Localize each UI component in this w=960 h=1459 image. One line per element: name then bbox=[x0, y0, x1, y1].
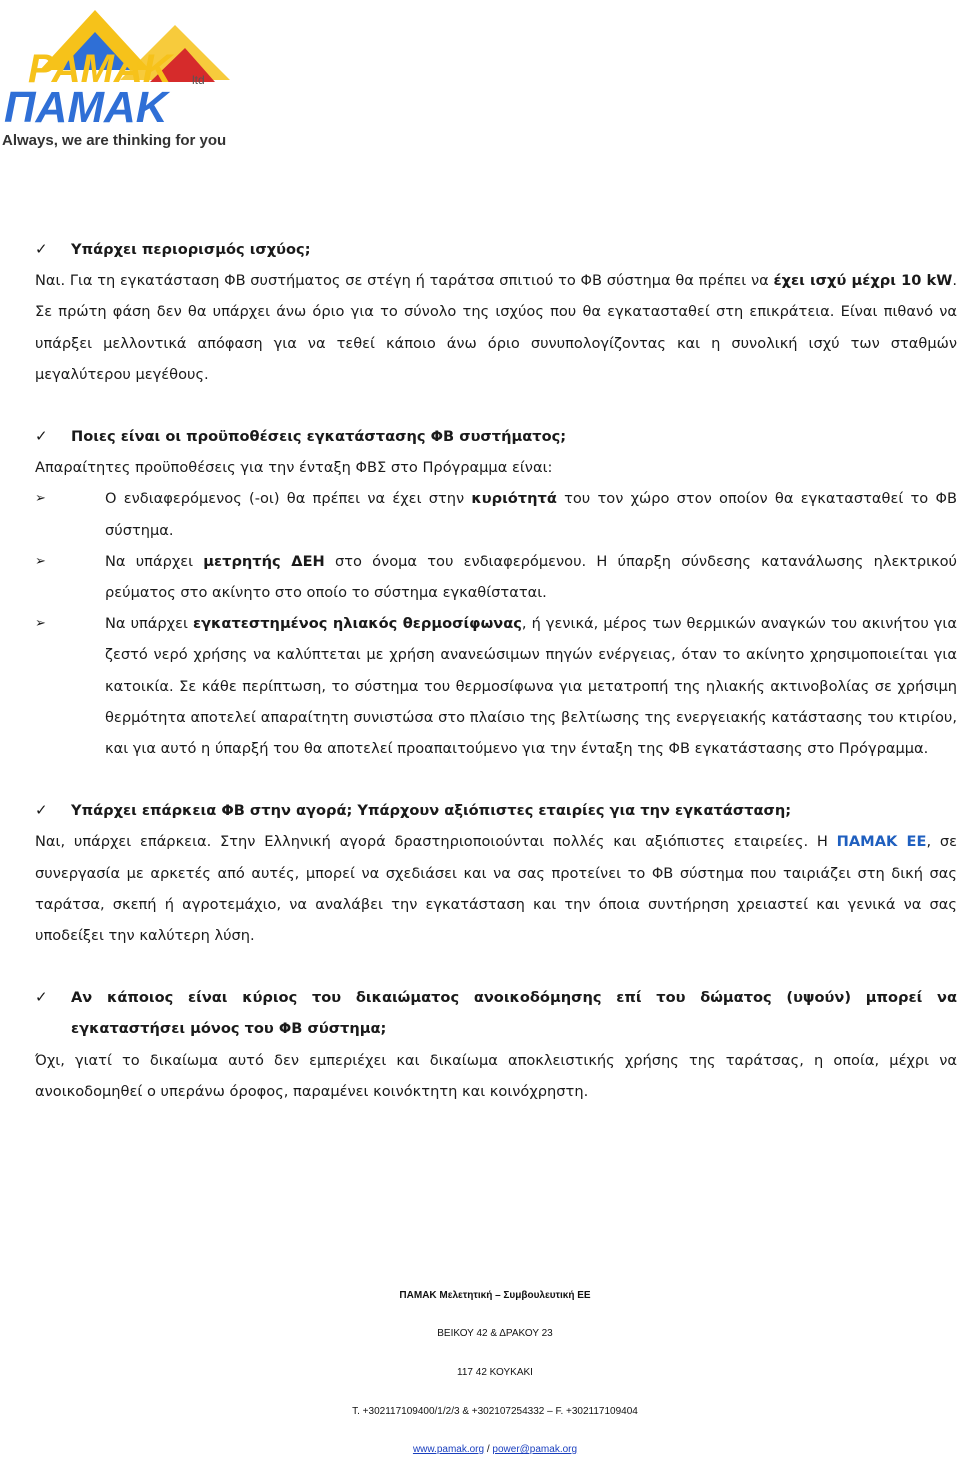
answer-text: Ναι. Για τη εγκατάσταση ΦΒ συστήματος σε στέγη ή ταράτσα σπιτιού το ΦΒ σύστημα θα πρέπει να bbox=[35, 272, 774, 290]
arrow-bullet-icon: ➢ bbox=[35, 553, 46, 569]
question-text: Αν κάποιος είναι κύριος του δικαιώματος ανοικοδόμησης επί του δώματος (υψούν) μπορεί να εγκαταστήσει μόνος του ΦΒ σύστημα; bbox=[71, 989, 957, 1038]
company-name-highlight: ΠΑΜΑΚ ΕΕ bbox=[836, 833, 927, 851]
list-item bbox=[35, 608, 957, 764]
answer-emphasis: έχει ισχύ μέχρι 10 kW bbox=[773, 272, 953, 290]
website-link[interactable]: www.pamak.org bbox=[412, 1444, 485, 1455]
footer-address: ΒΕΙΚΟΥ 42 & ΔΡΑΚΟΥ 23 bbox=[437, 1328, 553, 1339]
faq-power-limit bbox=[35, 234, 957, 390]
checkmark-icon: ✓ bbox=[35, 240, 48, 258]
list-item bbox=[35, 546, 957, 608]
list-item-text: Να υπάρχει εγκατεστημένος ηλιακός θερμοσίφωνας, ή γενικά, μέρος των θερμικών αναγκών του ακινήτου για ζεστό νερό χρήσης να καλύπτεται με χρήση ανανεώσιμων πηγών ενέργειας, όταν το ακίνητο χρησιμοποιείται για κατοικία. Σε κάθε περίπτωση, το σύστημα του θερμοσίφωνα για μετατροπή της ηλιακής ακτινοβολίας σε χρήσιμη θερμότητα αποτελεί απαραίτητη συνιστώσα στο πλαίσιο της βελτίωσης της ενεργειακής κατάστασης του κτιρίου, και για αυτό η ύπαρξή του θα αποτελεί προαπαιτούμενο για την ένταξη της ΦΒ εγκατάστασης στο Πρόγραμμα. bbox=[105, 615, 957, 758]
footer-phones: T. +302117109400/1/2/3 & +302107254332 – F. +302117109404 bbox=[352, 1406, 638, 1417]
company-logo bbox=[0, 0, 262, 152]
answer-text-cont: , σε συνεργασία με αρκετές από αυτές, μπορεί να σχεδιάσει και να σας προτείνει το ΦΒ σύστημα που ταιριάζει στη δική σας ταράτσα, σκεπή ή αγροτεμάχιο, να αναλάβει την εγκατάσταση και την όποια συντήρηση χρειαστεί και γενικά να σας υποδείξει την καλύτερη λύση. bbox=[35, 833, 957, 945]
document-body bbox=[35, 234, 957, 1107]
logo-ltd: ltd bbox=[192, 73, 205, 87]
answer-text-cont: . Σε πρώτη φάση δεν θα υπάρχει άνω όριο για το σύνολο της ισχύος που θα εγκατασταθεί στη επικράτεια. Είναι πιθανό να υπάρξει μελλοντικά απόφαση για να τεθεί κάποιο άνω όριο συνυπολογίζοντας και η συνολική ισχύ των σταθμών μεγαλύτερου μεγέθους. bbox=[35, 272, 957, 383]
faq-answer bbox=[35, 826, 957, 951]
checkmark-icon: ✓ bbox=[35, 801, 48, 820]
list-item-text: Να υπάρχει μετρητής ΔΕΗ στο όνομα του ενδιαφερόμενου. Η ύπαρξη σύνδεσης κατανάλωσης ηλεκτρικού ρεύματος στο ακίνητο στο οποίο το σύστημα εγκαθίσταται. bbox=[105, 552, 957, 602]
footer-company: ΠΑΜΑΚ Μελετητική – Συμβουλευτική ΕΕ bbox=[399, 1290, 591, 1301]
logo-graphic bbox=[0, 0, 262, 152]
footer-contact bbox=[0, 1444, 960, 1455]
email-link[interactable]: power@pamak.org bbox=[492, 1444, 578, 1455]
checkmark-icon: ✓ bbox=[35, 427, 48, 446]
footer-separator: / bbox=[484, 1444, 493, 1455]
logo-word-bottom: ΠΑΜΑΚ bbox=[4, 83, 168, 132]
faq-answer bbox=[35, 265, 957, 390]
faq-question bbox=[35, 795, 957, 826]
list-item bbox=[35, 483, 957, 545]
faq-question bbox=[35, 982, 957, 1044]
prerequisites-intro: Απαραίτητες προϋποθέσεις για την ένταξη ΦΒΣ στο Πρόγραμμα είναι: bbox=[35, 459, 553, 477]
checkmark-icon: ✓ bbox=[35, 988, 48, 1007]
faq-market-availability bbox=[35, 795, 957, 951]
answer-text: Ναι, υπάρχει επάρκεια. Στην Ελληνική αγορά δραστηριοποιούνται πολλές και αξιόπιστες εταιρείες. Η bbox=[35, 833, 837, 851]
list-item-text: Ο ενδιαφερόμενος (-οι) θα πρέπει να έχει στην κυριότητά του τον χώρο στον οποίον θα εγκατασταθεί το ΦΒ σύστημα. bbox=[105, 490, 957, 539]
question-text: Υπάρχει περιορισμός ισχύος; bbox=[71, 241, 311, 258]
faq-prerequisites bbox=[35, 421, 957, 764]
logo-tagline: Always, we are thinking for you bbox=[2, 132, 227, 149]
question-text: Υπάρχει επάρκεια ΦΒ στην αγορά; Υπάρχουν αξιόπιστες εταιρίες για την εγκατάσταση; bbox=[71, 802, 792, 820]
question-text: Ποιες είναι οι προϋποθέσεις εγκατάστασης ΦΒ συστήματος; bbox=[71, 428, 567, 446]
faq-rooftop-rights bbox=[35, 982, 957, 1107]
logo-word-top: ΡΑΜΑΚ bbox=[28, 47, 172, 91]
footer-city: 117 42 ΚΟΥΚΑΚΙ bbox=[457, 1367, 533, 1378]
arrow-bullet-icon: ➢ bbox=[35, 491, 46, 507]
faq-answer: Όχι, γιατί το δικαίωμα αυτό δεν εμπεριέχει και δικαίωμα αποκλειστικής χρήσης της ταράτσας, η οποία, μέχρι να ανοικοδομηθεί ο υπεράνω όροφος, παραμένει κοινόκτητη και κοινόχρηστη. bbox=[35, 1051, 957, 1100]
arrow-bullet-icon: ➢ bbox=[35, 616, 46, 632]
faq-question bbox=[35, 234, 957, 265]
faq-question bbox=[35, 421, 957, 452]
